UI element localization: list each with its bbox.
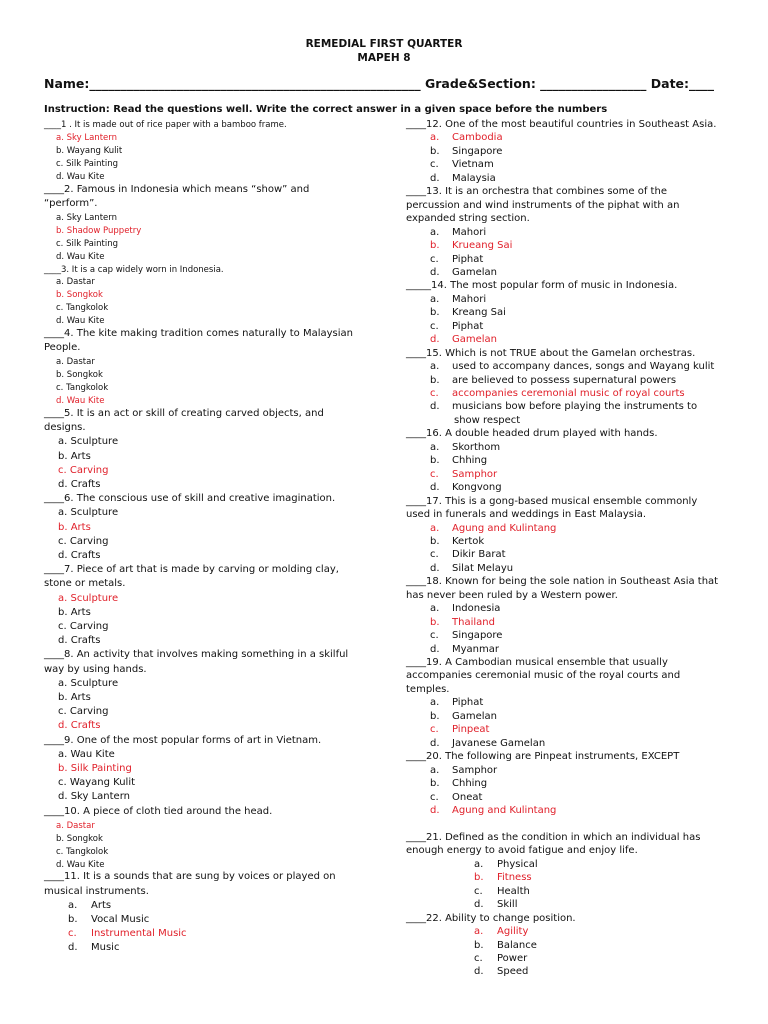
question-text: musical instruments. <box>44 885 149 897</box>
answer-choice: c. Carving <box>58 621 109 632</box>
answer-choice-correct: b. Shadow Puppetry <box>56 225 142 236</box>
answer-choice-correct: Samphor <box>452 468 498 480</box>
option-letter: c. <box>68 928 77 940</box>
answer-choice: c. Tangkolok <box>56 303 109 314</box>
answer-choice: d. Wau Kite <box>56 859 105 870</box>
option-letter: d. <box>430 266 440 278</box>
answer-choice: b. Arts <box>58 450 91 462</box>
answer-choice-correct: Instrumental Music <box>91 928 187 940</box>
option-letter: c. <box>430 724 439 736</box>
option-letter: d. <box>430 737 440 749</box>
question-text: ____8. An activity that involves making something in a skilful <box>44 649 349 661</box>
answer-choice-correct: Krueang Sai <box>452 240 513 252</box>
option-letter: d. <box>474 899 484 911</box>
answer-choice: a. Sculpture <box>58 507 119 519</box>
question-text: show respect <box>454 414 521 426</box>
answer-choice: Piphat <box>452 320 484 332</box>
answer-choice-correct: d. Wau Kite <box>56 396 105 407</box>
question-text: “perform”. <box>44 197 98 209</box>
question-text: ____6. The conscious use of skill and creative imagination. <box>44 493 336 505</box>
option-letter: a. <box>430 293 440 305</box>
question-text: ____19. A Cambodian musical ensemble that usually <box>406 657 668 668</box>
answer-choice: Indonesia <box>452 603 501 615</box>
answer-choice: a. Sky Lantern <box>56 212 117 223</box>
option-letter: d. <box>430 482 440 494</box>
question-text: ____12. One of the most beautiful countries in Southeast Asia. <box>406 119 717 130</box>
answer-choice: d. Wau Kite <box>56 316 105 327</box>
worksheet-subtitle: MAPEH 8 <box>357 52 411 64</box>
answer-choice: Mahori <box>452 226 487 238</box>
answer-choice-correct: b. Arts <box>58 521 91 533</box>
option-letter: c. <box>430 630 439 642</box>
answer-choice: a. Dastar <box>56 357 95 368</box>
option-letter: a. <box>430 361 440 373</box>
option-letter: c. <box>474 885 483 897</box>
option-letter: d. <box>430 804 440 816</box>
option-letter: b. <box>474 872 484 884</box>
question-text: ____1 . It is made out of rice paper with a bamboo frame. <box>44 120 287 130</box>
question-text: ____22. Ability to change position. <box>406 912 576 924</box>
option-letter: c. <box>430 320 439 332</box>
option-letter: a. <box>430 132 440 144</box>
answer-choice: d. Wau Kite <box>56 171 105 182</box>
question-text: ____17. This is a gong-based musical ensemble commonly <box>406 495 698 507</box>
answer-choice: Physical <box>497 858 538 870</box>
answer-choice: d. Crafts <box>58 479 101 490</box>
question-text: ____20. The following are Pinpeat instruments, EXCEPT <box>406 751 680 763</box>
option-letter: a. <box>68 899 78 911</box>
answer-choice-correct: a. Dastar <box>56 820 95 831</box>
answer-choice: Chhing <box>452 778 488 790</box>
question-text: ____4. The kite making tradition comes naturally to Malaysian <box>44 328 354 339</box>
option-letter: a. <box>474 926 484 938</box>
question-text: _____14. The most popular form of music in Indonesia. <box>406 280 678 292</box>
answer-choice-correct: Agility <box>497 926 529 938</box>
answer-choice: a. Dastar <box>56 277 95 288</box>
answer-choice-correct: Gamelan <box>452 334 498 346</box>
option-letter: c. <box>430 468 439 480</box>
answer-choice: Speed <box>497 966 529 978</box>
question-text: ____16. A double headed drum played with hands. <box>406 428 658 440</box>
answer-choice: c. Tangkolok <box>56 383 109 394</box>
answer-choice: Oneat <box>452 791 483 803</box>
option-letter: b. <box>474 939 484 951</box>
question-text: way by using hands. <box>44 663 147 675</box>
answer-choice: Kreang Sai <box>452 307 506 319</box>
option-letter: c. <box>430 388 439 399</box>
answer-choice: Chhing <box>452 455 488 467</box>
question-text: ____15. Which is not TRUE about the Gamelan orchestras. <box>406 347 696 359</box>
question-text: ____13. It is an orchestra that combines some of the <box>406 186 667 198</box>
option-letter: b. <box>430 778 440 790</box>
answer-choice: b. Arts <box>58 692 91 703</box>
option-letter: d. <box>430 643 440 655</box>
question-text: accompanies ceremonial music of the royal courts and <box>406 670 681 682</box>
option-letter: b. <box>68 914 78 925</box>
answer-choice: Vietnam <box>452 159 494 171</box>
answer-choice: Skill <box>497 899 518 911</box>
answer-choice-correct: a. Sky Lantern <box>56 132 117 143</box>
option-letter: c. <box>430 253 439 265</box>
answer-choice: c. Silk Painting <box>56 238 118 249</box>
answer-choice-correct: Thailand <box>452 616 495 628</box>
question-text: enough energy to avoid fatigue and enjoy life. <box>406 845 638 857</box>
option-letter: a. <box>474 858 484 870</box>
question-text: percussion and wind instruments of the piphat with an <box>406 199 680 211</box>
question-text: designs. <box>44 422 86 434</box>
answer-choice: a. Sculpture <box>58 436 119 448</box>
option-letter: a. <box>430 697 440 709</box>
answer-choice: c. Carving <box>58 535 109 547</box>
answer-choice: c. Tangkolok <box>56 846 109 857</box>
answer-choice: Balance <box>497 939 537 951</box>
answer-choice: a. Wau Kite <box>58 748 115 760</box>
option-letter: b. <box>430 616 440 628</box>
answer-choice: b. Songkok <box>56 833 103 844</box>
question-text: ____21. Defined as the condition in which an individual has <box>406 831 701 843</box>
answer-choice: Kongvong <box>452 482 502 494</box>
answer-choice: Dikir Barat <box>452 549 506 561</box>
option-letter: b. <box>430 455 440 467</box>
answer-choice: Samphor <box>452 764 498 776</box>
answer-choice-correct: Agung and Kulintang <box>452 522 557 534</box>
question-text: ____3. It is a cap widely worn in Indonesia. <box>44 264 224 275</box>
answer-choice: Piphat <box>452 253 484 265</box>
option-letter: b. <box>430 374 440 386</box>
answer-choice-correct: Pinpeat <box>452 724 490 736</box>
question-text: People. <box>44 342 81 354</box>
answer-choice: Silat Melayu <box>452 562 514 574</box>
answer-choice: musicians bow before playing the instruments to <box>452 401 698 413</box>
answer-choice: b. Wayang Kulit <box>56 145 123 156</box>
option-letter: d. <box>430 334 440 346</box>
option-letter: b. <box>430 307 440 319</box>
question-text: expanded string section. <box>406 213 530 225</box>
answer-choice-correct: b. Silk Painting <box>58 763 132 774</box>
option-letter: a. <box>430 441 440 453</box>
option-letter: d. <box>474 966 484 978</box>
option-letter: b. <box>430 145 440 157</box>
question-text: temples. <box>406 683 450 695</box>
instruction-text: Instruction: Read the questions well. Write the correct answer in a given space before the numbers <box>44 104 608 115</box>
answer-choice: Gamelan <box>452 710 498 722</box>
question-text: used in funerals and weddings in East Malaysia. <box>406 509 647 521</box>
answer-choice: Kertok <box>452 535 485 547</box>
question-text: has never been ruled by a Western power. <box>406 589 618 601</box>
answer-choice-correct: accompanies ceremonial music of royal courts <box>452 388 685 399</box>
option-letter: a. <box>430 603 440 615</box>
option-letter: d. <box>68 942 78 954</box>
option-letter: b. <box>430 240 440 252</box>
answer-choice: a. Sculpture <box>58 677 119 689</box>
answer-choice: Piphat <box>452 697 484 709</box>
question-text: ____18. Known for being the sole nation in Southeast Asia that <box>406 576 719 588</box>
option-letter: c. <box>430 159 439 171</box>
answer-choice: Health <box>497 885 530 897</box>
question-text: ____9. One of the most popular forms of art in Vietnam. <box>44 734 322 746</box>
option-letter: c. <box>474 952 483 964</box>
answer-choice: Singapore <box>452 630 503 642</box>
answer-choice-correct: a. Sculpture <box>58 592 119 604</box>
option-letter: c. <box>430 549 439 561</box>
question-text: ____7. Piece of art that is made by carving or molding clay, <box>44 564 339 576</box>
answer-choice: Music <box>91 942 120 954</box>
answer-choice-correct: b. Songkok <box>56 290 103 301</box>
option-letter: a. <box>430 522 440 534</box>
answer-choice-correct: c. Carving <box>58 464 109 476</box>
answer-choice-correct: Fitness <box>497 872 532 884</box>
answer-choice: Mahori <box>452 293 487 305</box>
question-text: stone or metals. <box>44 578 126 590</box>
question-text: ____11. It is a sounds that are sung by voices or played on <box>44 871 336 883</box>
question-text: ____5. It is an act or skill of creating carved objects, and <box>44 408 324 419</box>
answer-choice: Javanese Gamelan <box>452 737 546 749</box>
worksheet-title: REMEDIAL FIRST QUARTER <box>305 38 463 50</box>
student-info-fields: Name:_____________________________________________________ Grade&Section: _________________ Date:____ <box>44 76 715 91</box>
answer-choice: Singapore <box>452 145 503 157</box>
answer-choice: c. Wayang Kulit <box>58 777 136 789</box>
answer-choice: d. Sky Lantern <box>58 791 130 803</box>
option-letter: d. <box>430 562 440 574</box>
answer-choice: d. Crafts <box>58 635 101 647</box>
option-letter: c. <box>430 791 439 803</box>
option-letter: b. <box>430 535 440 547</box>
question-text: ____2. Famous in Indonesia which means “show” and <box>44 183 310 195</box>
answer-choice: b. Songkok <box>56 370 103 381</box>
answer-choice: d. Wau Kite <box>56 251 105 262</box>
answer-choice-correct: d. Crafts <box>58 720 101 732</box>
answer-choice: Gamelan <box>452 266 498 278</box>
answer-choice: c. Carving <box>58 706 109 718</box>
question-text: ____10. A piece of cloth tied around the head. <box>44 805 273 817</box>
answer-choice-correct: Cambodia <box>452 132 503 144</box>
option-letter: d. <box>430 401 440 413</box>
answer-choice: Power <box>497 952 528 964</box>
answer-choice: d. Crafts <box>58 550 101 561</box>
answer-choice: used to accompany dances, songs and Wayang kulit <box>452 361 715 373</box>
option-letter: a. <box>430 764 440 776</box>
answer-choice: Vocal Music <box>91 914 150 925</box>
answer-choice: Myanmar <box>452 643 499 655</box>
answer-choice: Arts <box>91 899 112 911</box>
answer-choice: Skorthom <box>452 441 501 453</box>
answer-choice: Malaysia <box>452 172 496 184</box>
option-letter: a. <box>430 226 440 238</box>
answer-choice-correct: Agung and Kulintang <box>452 804 557 816</box>
option-letter: d. <box>430 172 440 184</box>
option-letter: b. <box>430 710 440 722</box>
answer-choice: are believed to possess supernatural powers <box>452 374 677 386</box>
answer-choice: b. Arts <box>58 606 91 618</box>
answer-choice: c. Silk Painting <box>56 158 118 169</box>
